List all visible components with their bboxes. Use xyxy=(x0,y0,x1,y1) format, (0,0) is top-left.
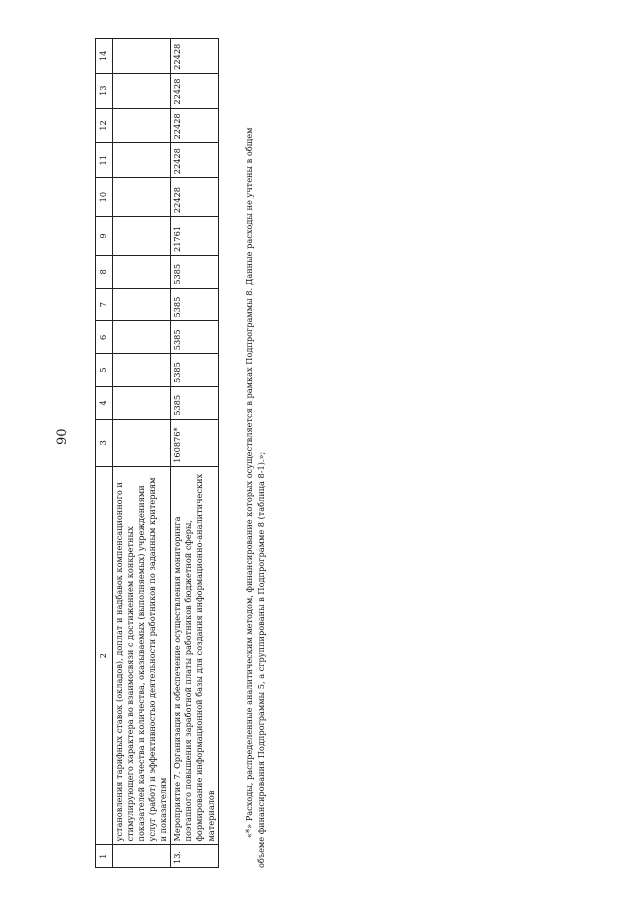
value-cell: 22428 xyxy=(171,73,218,108)
value-cell xyxy=(113,217,171,256)
header-cell-7: 7 xyxy=(96,288,113,321)
table-row xyxy=(171,39,218,868)
header-row xyxy=(96,39,113,868)
value-cell xyxy=(113,321,171,354)
header-cell-8: 8 xyxy=(96,255,113,288)
value-cell: 22428 xyxy=(171,143,218,178)
value-cell: 5385 xyxy=(171,255,218,288)
header-cell-13: 13 xyxy=(96,73,113,108)
footnote-line-1: «*» Расходы, распределенные аналитическим методом, финансирование которых осуществляется в рамках Подпрограммы 8. Данные расходы не учтены в общем xyxy=(244,127,254,838)
header-cell-2: 2 xyxy=(96,466,113,845)
value-cell: 22428 xyxy=(171,178,218,217)
value-cell: 5385 xyxy=(171,288,218,321)
header-cell-14: 14 xyxy=(96,39,113,74)
value-cell: 22428 xyxy=(171,39,218,74)
value-cell xyxy=(113,143,171,178)
header-cell-3: 3 xyxy=(96,419,113,466)
value-cell: 5385 xyxy=(171,321,218,354)
value-cell xyxy=(113,419,171,466)
value-cell: 5385 xyxy=(171,354,218,387)
budget-table xyxy=(95,38,219,868)
header-cell-9: 9 xyxy=(96,217,113,256)
value-cell: 21761 xyxy=(171,217,218,256)
value-cell xyxy=(113,178,171,217)
value-cell xyxy=(113,386,171,419)
value-cell: 5385 xyxy=(171,386,218,419)
rotated-content xyxy=(95,38,295,868)
row-number xyxy=(113,845,171,868)
value-cell xyxy=(113,39,171,74)
header-cell-4: 4 xyxy=(96,386,113,419)
header-cell-5: 5 xyxy=(96,354,113,387)
header-cell-12: 12 xyxy=(96,108,113,143)
footnote xyxy=(243,38,268,868)
footnote-line-2: объеме финансирования Подпрограммы 5, а сгруппированы в Подпрограмме 8 (таблица 8-1).»; xyxy=(256,451,267,868)
header-cell-10: 10 xyxy=(96,178,113,217)
value-cell xyxy=(113,354,171,387)
row-description: Мероприятие 7. Организация и обеспечение осуществления мониторинга поэтапного повышения заработной платы работников бюджетной сферы, формирование информационной базы для создания информационно-аналитических материалов xyxy=(171,466,218,845)
value-cell xyxy=(113,288,171,321)
value-cell xyxy=(113,73,171,108)
value-cell: 160876* xyxy=(171,419,218,466)
row-number: 13. xyxy=(171,845,218,868)
page-number: 90 xyxy=(55,428,70,445)
value-cell xyxy=(113,255,171,288)
header-cell-11: 11 xyxy=(96,143,113,178)
table-row xyxy=(113,39,171,868)
value-cell xyxy=(113,108,171,143)
header-cell-6: 6 xyxy=(96,321,113,354)
row-description: установления тарифных ставок (окладов), доплат и надбавок компенсационного и стимулирующего характера во взаимосвязи с достижением конкретных показателей качества и количества, оказываемых (выполняемых) учреждениями услуг (работ) и эффективностью деятельности работников по заданным критериям и показателям xyxy=(113,466,171,845)
header-cell-1: 1 xyxy=(96,845,113,868)
value-cell: 22428 xyxy=(171,108,218,143)
